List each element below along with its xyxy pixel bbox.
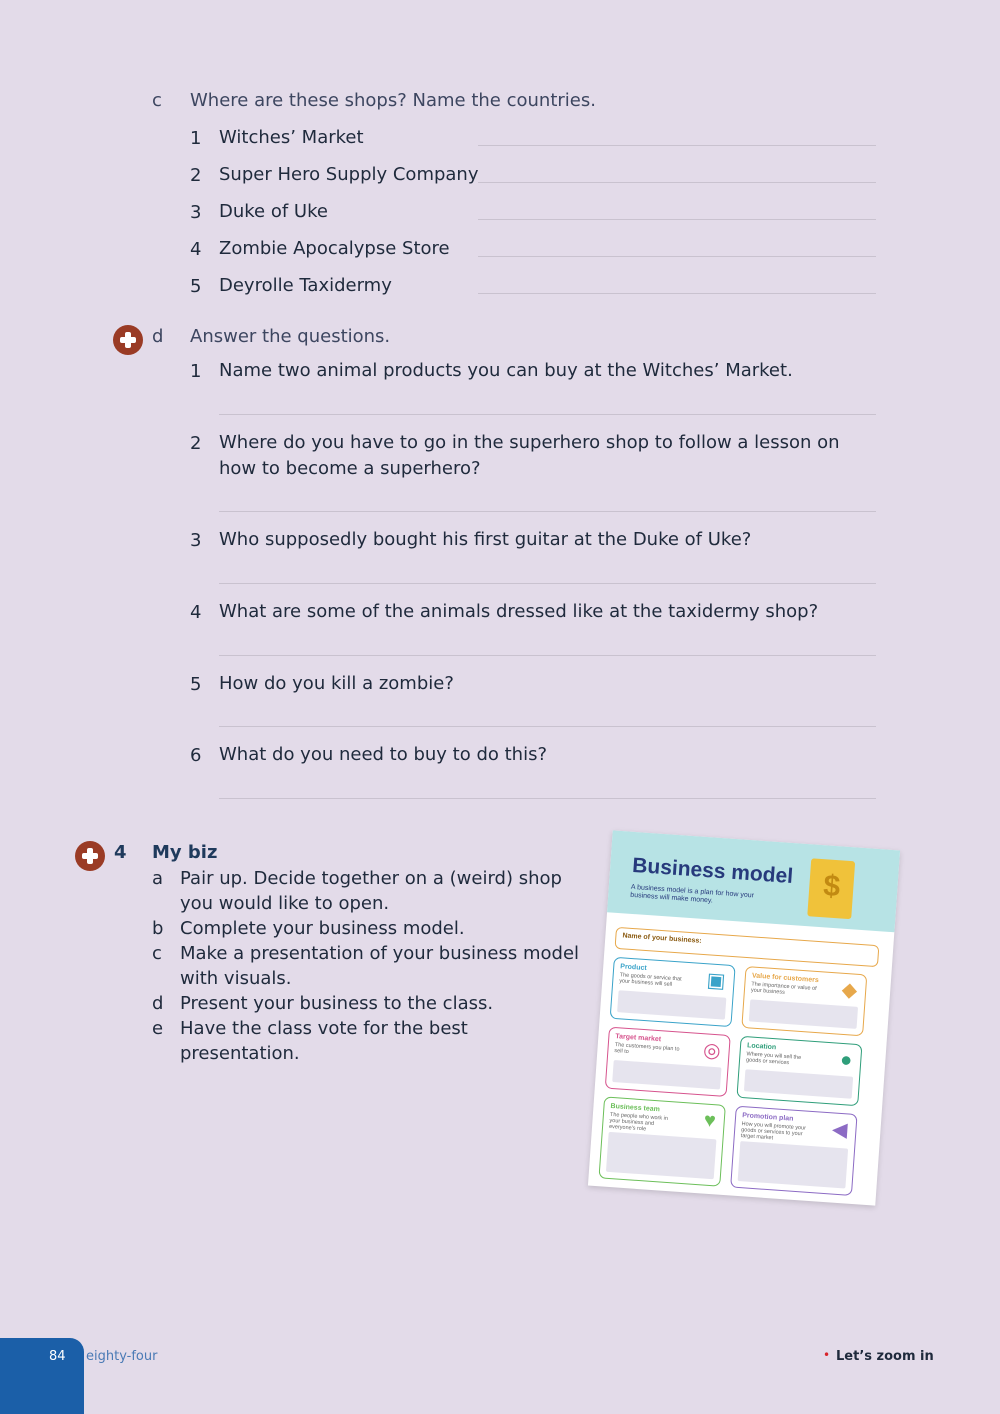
activity-list	[152, 866, 582, 1066]
box-desc: The customers you plan to sell to	[614, 1042, 680, 1056]
box-fill-area	[612, 1060, 721, 1089]
item-text: Pair up. Decide together on a (weird) shop you would like to open.	[180, 868, 562, 914]
item-number: 3	[190, 530, 202, 551]
map-pin-icon: ●	[839, 1048, 854, 1072]
shop-name: Zombie Apocalypse Store	[219, 238, 450, 259]
question-text: Where do you have to go in the superhero shop to follow a lesson on how to become a superhero?	[219, 432, 840, 479]
item-number: 3	[190, 202, 202, 223]
worksheet-title: Business model	[631, 853, 794, 889]
value-box	[741, 966, 867, 1036]
box-fill-area	[749, 999, 858, 1028]
answer-line[interactable]	[478, 182, 876, 183]
megaphone-icon: ◀	[831, 1118, 849, 1142]
shop-name: Duke of Uke	[219, 201, 328, 222]
item-letter: c	[152, 943, 162, 964]
chapter-title: Let’s zoom in	[836, 1349, 934, 1364]
item-number: 6	[190, 745, 202, 766]
item-text: Make a presentation of your business model with visuals.	[180, 943, 580, 989]
box-title: Product	[620, 963, 647, 973]
item-number: 2	[190, 165, 202, 186]
box-title: Promotion plan	[741, 1112, 794, 1123]
question-text: Who supposedly bought his first guitar at the Duke of Uke?	[219, 529, 752, 550]
item-text: Present your business to the class.	[180, 993, 494, 1014]
item-number: 1	[190, 361, 202, 382]
page-number: 84	[49, 1349, 66, 1364]
list-item	[152, 991, 582, 1016]
answer-line[interactable]	[219, 511, 876, 512]
diamond-icon: ◆	[841, 978, 858, 1002]
answer-line[interactable]	[219, 798, 876, 799]
box-icon: ▣	[705, 969, 727, 993]
box-fill-area	[606, 1132, 717, 1179]
section-c-title: Where are these shops? Name the countries.	[190, 90, 596, 111]
item-number: 4	[190, 239, 202, 260]
box-fill-area	[744, 1069, 853, 1098]
activity-title: My biz	[152, 842, 218, 863]
box-title: Target market	[615, 1033, 662, 1044]
product-box	[610, 957, 736, 1027]
box-fill-area	[738, 1141, 849, 1188]
shop-name: Super Hero Supply Company	[219, 164, 479, 185]
page-number-tab	[0, 1338, 84, 1414]
item-number: 5	[190, 674, 202, 695]
activity-number: 4	[114, 842, 127, 863]
item-text: Complete your business model.	[180, 918, 465, 939]
section-d-letter: d	[152, 326, 164, 347]
promotion-plan-box	[730, 1106, 857, 1196]
box-title: Business team	[610, 1102, 661, 1114]
extra-challenge-icon	[75, 841, 105, 871]
bullet-icon: •	[823, 1348, 831, 1362]
answer-line[interactable]	[478, 293, 876, 294]
answer-line[interactable]	[478, 145, 876, 146]
business-team-box	[598, 1096, 725, 1186]
item-letter: e	[152, 1018, 164, 1039]
answer-line[interactable]	[219, 414, 876, 415]
shop-name: Witches’ Market	[219, 127, 364, 148]
worksheet-subtitle: A business model is a plan for how your business will make money.	[630, 883, 755, 905]
box-desc: How you will promote your goods or services to your target market	[740, 1121, 807, 1142]
answer-line[interactable]	[478, 219, 876, 220]
item-number: 1	[190, 128, 202, 149]
shop-name: Deyrolle Taxidermy	[219, 275, 392, 296]
item-letter: b	[152, 918, 164, 939]
question-text: How do you kill a zombie?	[219, 673, 454, 694]
box-desc: The goods or service that your business will sell	[619, 972, 682, 988]
page-number-word: eighty-four	[86, 1349, 158, 1364]
target-icon: ◎	[702, 1039, 722, 1063]
section-c-letter: c	[152, 90, 162, 111]
question-text: What do you need to buy to do this?	[219, 744, 548, 765]
list-item	[152, 941, 582, 991]
box-fill-area	[617, 990, 726, 1019]
question-text: What are some of the animals dressed like at the taxidermy shop?	[219, 601, 819, 622]
item-number: 2	[190, 433, 202, 454]
box-title: Value for customers	[751, 972, 819, 985]
extra-challenge-icon	[113, 325, 143, 355]
dollar-icon: $	[822, 869, 842, 904]
item-letter: d	[152, 993, 164, 1014]
section-d-title: Answer the questions.	[190, 326, 391, 347]
box-desc: The importance or value of your business	[750, 981, 817, 996]
answer-line[interactable]	[219, 726, 876, 727]
item-number: 4	[190, 602, 202, 623]
box-desc: Where you will sell the goods or services	[745, 1051, 802, 1067]
answer-line[interactable]	[219, 583, 876, 584]
target-market-box	[605, 1027, 731, 1097]
team-icon: ♥	[703, 1109, 717, 1133]
business-name-label: Name of your business:	[622, 932, 702, 945]
business-model-worksheet	[588, 830, 900, 1205]
answer-line[interactable]	[478, 256, 876, 257]
item-number: 5	[190, 276, 202, 297]
list-item	[152, 916, 582, 941]
box-desc: The people who work in your business and everyone's role	[608, 1111, 669, 1133]
answer-line[interactable]	[219, 655, 876, 656]
question-text: Name two animal products you can buy at the Witches’ Market.	[219, 360, 793, 381]
location-box	[736, 1036, 862, 1106]
list-item	[152, 1016, 582, 1066]
item-letter: a	[152, 868, 164, 889]
box-title: Location	[746, 1042, 777, 1052]
list-item	[152, 866, 582, 916]
item-text: Have the class vote for the best presentation.	[180, 1018, 468, 1064]
